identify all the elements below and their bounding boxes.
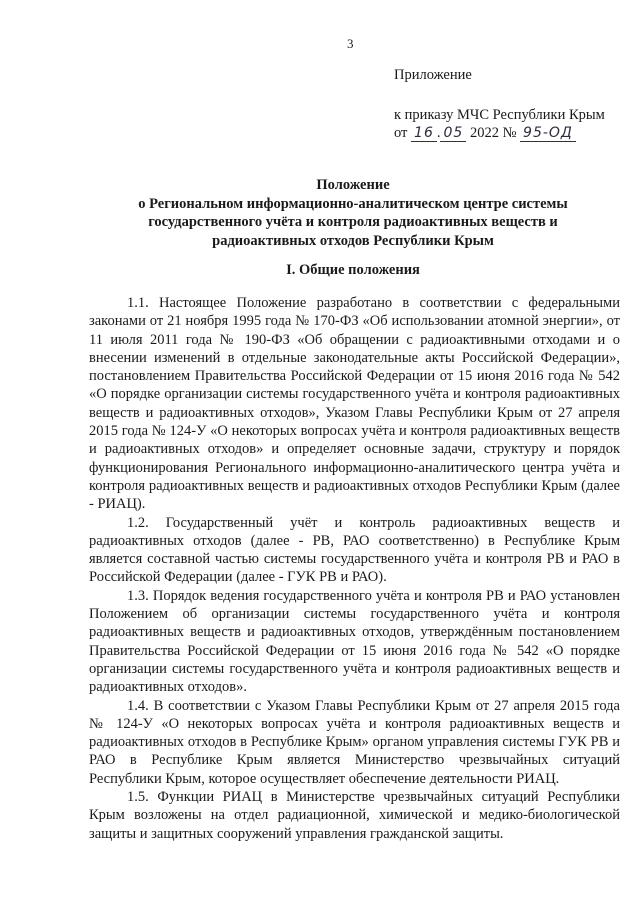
order-year: 2022 № [469, 125, 517, 141]
paragraph-1-4: 1.4. В соответствии с Указом Главы Республики Крым от 27 апреля 2015 года № 124-У «О некоторых вопросах учёта и контроля радиоактивных веществ и радиоактивных отходов в Республике Крым» органом управления системы ГУК РВ и РАО в Республике Крым является Министерство чрезвычайных ситуаций Республики Крым, которое осуществляет обеспечение деятельности РИАЦ. [89, 697, 620, 787]
title-line: государственного учёта и контроля радиоактивных веществ и [148, 214, 558, 230]
handwritten-order-number: 95-ОД [520, 125, 576, 142]
title-line: Положение [316, 177, 390, 193]
title-line: радиоактивных отходов Республики Крым [212, 232, 494, 249]
order-line2: от 16 . 05 2022 № 95-ОД [394, 124, 605, 142]
order-reference [394, 106, 605, 142]
paragraph-1-2: 1.2. Государственный учёт и контроль радиоактивных веществ и радиоактивных отходов (далее - РВ, РАО соответственно) в Республике Крым является составной частью системы государственного учёта и контроля РВ и РАО в Российской Федерации (далее - ГУК РВ и РАО). [89, 514, 620, 586]
paragraph-1-5: 1.5. Функции РИАЦ в Министерстве чрезвычайных ситуаций Республики Крым возложены на отдел радиационной, химической и медико-биологической защиты и защитных сооружений управления гражданской защиты. [89, 789, 620, 842]
title-line: о Региональном информационно-аналитическом центре системы [138, 195, 568, 212]
appendix-label: Приложение [394, 67, 472, 83]
section-title: I. Общие положения [286, 262, 420, 278]
paragraph-1-3: 1.3. Порядок ведения государственного учёта и контроля РВ и РАО установлен Положением об организации системы государственного учёта и контроля радиоактивных веществ и радиоактивных отходов, утверждённым постановлением Правительства Российской Федерации от 15 июня 2016 года № 542 «О порядке организации системы государственного учёта и контроля радиоактивных веществ и радиоактивных отходов». [89, 587, 620, 696]
paragraph-1-1: 1.1. Настоящее Положение разработано в соответствии с федеральными законами от 21 ноября 1995 года № 170-ФЗ «Об использовании атомной энергии», от 11 июля 2011 года № 190-ФЗ «Об обращении с радиоактивными отходами и о внесении изменений в отдельные законодательные акты Российской Федерации», постановлением Правительства Российской Федерации от 15 июня 2016 года № 542 «О порядке организации системы государственного учёта и контроля радиоактивных веществ и радиоактивных отходов», Указом Главы Республики Крым от 27 апреля 2015 года № 124-У «О некоторых вопросах учёта и контроля радиоактивных веществ и радиоактивных отходов» и определяет основные задачи, структуру и порядок функционирования Регионального информационно-аналитического центра учёта и контроля радиоактивных веществ и радиоактивных отходов Республики Крым (далее - РИАЦ). [89, 295, 620, 513]
document-title [88, 176, 618, 250]
order-prefix: от [394, 125, 408, 141]
handwritten-order-month: 05 [440, 125, 466, 142]
page-number: 3 [347, 36, 354, 51]
order-line1: к приказу МЧС Республики Крым [394, 107, 605, 123]
document-body [89, 294, 620, 843]
handwritten-order-day: 16 [411, 125, 437, 142]
